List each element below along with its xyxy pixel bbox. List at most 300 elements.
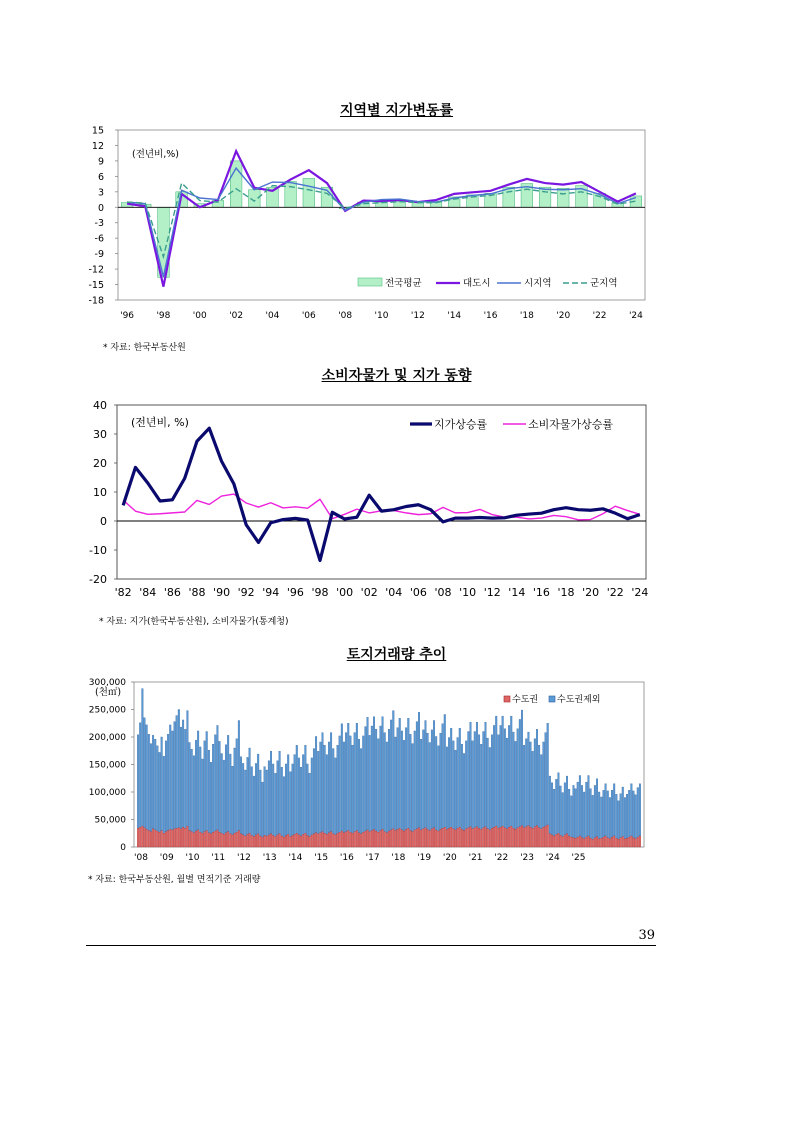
bar-non-capital <box>590 789 592 839</box>
bar-non-capital <box>519 719 521 826</box>
bar-capital <box>139 827 141 847</box>
bar-capital <box>294 834 296 847</box>
bar-capital <box>187 826 189 847</box>
bar-non-capital <box>609 798 611 839</box>
bar-capital <box>521 826 523 847</box>
bar-non-capital <box>169 725 171 830</box>
bar-non-capital <box>137 735 139 829</box>
bar-capital <box>199 832 201 847</box>
bar-capital <box>225 833 227 847</box>
bar-non-capital <box>380 726 382 831</box>
bar-capital <box>613 836 615 847</box>
bar-non-capital <box>208 750 210 833</box>
bar-capital <box>152 829 154 847</box>
x-tick-label: '16 <box>483 311 498 321</box>
bar-non-capital <box>592 795 594 839</box>
bar-non-capital <box>305 745 307 833</box>
bar-capital <box>247 834 249 847</box>
footer-rule <box>86 945 656 946</box>
bar-capital <box>240 834 242 847</box>
bar-non-capital <box>347 723 349 830</box>
bar-non-capital <box>622 787 624 837</box>
bar-non-capital <box>480 744 482 829</box>
x-tick-label: '09 <box>159 853 174 863</box>
bar-capital <box>266 836 268 847</box>
bar-non-capital <box>199 747 201 832</box>
bar-non-capital <box>577 782 579 837</box>
bar-non-capital <box>500 725 502 827</box>
x-tick-label: '16 <box>532 586 550 599</box>
bar-capital <box>637 837 639 847</box>
bar-non-capital <box>362 736 364 832</box>
bar-capital <box>176 828 178 847</box>
bar-capital <box>365 831 367 847</box>
bar-capital <box>570 837 572 847</box>
bar-non-capital <box>184 729 186 828</box>
bar-capital <box>528 826 530 847</box>
bar-capital <box>298 835 300 847</box>
bar-national-average <box>539 187 551 207</box>
x-tick-label: '04 <box>265 311 280 321</box>
bar-capital <box>444 827 446 847</box>
bar-non-capital <box>547 723 549 825</box>
x-tick-label: '96 <box>286 586 304 599</box>
bar-non-capital <box>157 746 159 831</box>
y-tick-label: 50,000 <box>94 815 126 826</box>
bar-capital <box>302 834 304 847</box>
bar-non-capital <box>182 720 184 827</box>
bar-non-capital <box>618 801 620 840</box>
bar-capital <box>536 826 538 847</box>
x-tick-label: '22 <box>606 586 624 599</box>
bar-capital <box>347 831 349 848</box>
x-tick-label: '06 <box>409 586 427 599</box>
bar-non-capital <box>227 735 229 831</box>
bar-non-capital <box>639 784 641 836</box>
bar-capital <box>577 837 579 847</box>
bar-non-capital <box>635 795 637 839</box>
bar-non-capital <box>214 735 216 831</box>
bar-non-capital <box>489 747 491 830</box>
bar-capital <box>455 830 457 847</box>
bar-capital <box>450 827 452 847</box>
bar-non-capital <box>264 767 266 836</box>
x-tick-label: '00 <box>192 311 207 321</box>
bar-non-capital <box>485 722 487 827</box>
bar-non-capital <box>405 728 407 830</box>
bar-non-capital <box>377 739 379 833</box>
bar-non-capital <box>465 741 467 829</box>
bar-capital <box>603 837 605 847</box>
bar-capital <box>279 834 281 847</box>
x-tick-label: '96 <box>120 311 135 321</box>
x-tick-label: '08 <box>434 586 452 599</box>
bar-non-capital <box>174 722 176 829</box>
bar-capital <box>502 826 504 847</box>
bar-non-capital <box>341 724 343 831</box>
bar-non-capital <box>360 749 362 834</box>
x-tick-label: '98 <box>156 311 171 321</box>
bar-capital <box>275 837 277 847</box>
bar-capital <box>635 839 637 847</box>
bar-capital <box>461 829 463 847</box>
bar-capital <box>397 829 399 847</box>
bar-non-capital <box>510 716 512 826</box>
bar-non-capital <box>633 791 635 838</box>
bar-non-capital <box>583 792 585 839</box>
bar-capital <box>350 832 352 847</box>
bar-non-capital <box>455 750 457 830</box>
y-tick-label: 20 <box>93 457 107 470</box>
bar-capital <box>320 833 322 847</box>
bar-non-capital <box>414 731 416 830</box>
bar-capital <box>598 839 600 847</box>
bar-capital <box>354 832 356 847</box>
bar-non-capital <box>418 712 420 828</box>
bar-capital <box>631 836 633 847</box>
bar-non-capital <box>167 734 169 830</box>
y-tick-label: 9 <box>97 156 104 168</box>
bar-non-capital <box>498 735 500 829</box>
bar-capital <box>459 827 461 847</box>
chart1-source-note: * 자료: 한국부동산원 <box>103 343 186 353</box>
bar-non-capital <box>513 732 515 828</box>
bar-capital <box>178 828 180 847</box>
x-tick-label: '18 <box>557 586 575 599</box>
bar-capital <box>204 832 206 847</box>
bar-non-capital <box>294 755 296 835</box>
bar-capital <box>242 835 244 847</box>
bar-non-capital <box>238 721 240 831</box>
bar-capital <box>223 834 225 847</box>
legend-label: 전국평균 <box>385 278 422 289</box>
bar-capital <box>592 839 594 847</box>
bar-non-capital <box>324 745 326 833</box>
bar-non-capital <box>365 727 367 832</box>
bar-non-capital <box>407 718 409 828</box>
bar-capital <box>474 828 476 847</box>
bar-capital <box>433 828 435 847</box>
bar-capital <box>195 831 197 847</box>
bar-capital <box>142 826 144 847</box>
bar-capital <box>335 835 337 847</box>
bar-capital <box>457 828 459 847</box>
bar-capital <box>540 829 542 847</box>
bar-capital <box>633 838 635 847</box>
bar-non-capital <box>144 718 146 828</box>
bar-non-capital <box>478 735 480 829</box>
bar-non-capital <box>292 764 294 836</box>
bar-capital <box>264 835 266 847</box>
bar-non-capital <box>335 758 337 835</box>
y-unit-label: (전년비,%) <box>132 149 179 160</box>
page-number: 39 <box>638 928 655 943</box>
bar-national-average <box>557 188 569 207</box>
bar-capital <box>212 832 214 847</box>
y-tick-label: 12 <box>91 140 104 152</box>
bar-non-capital <box>551 783 553 835</box>
bar-non-capital <box>558 773 560 834</box>
bar-non-capital <box>562 793 564 837</box>
bar-capital <box>272 835 274 847</box>
bar-capital <box>585 837 587 847</box>
bar-capital <box>442 828 444 847</box>
bar-non-capital <box>287 755 289 835</box>
bar-non-capital <box>206 732 208 831</box>
bar-non-capital <box>624 798 626 839</box>
bar-non-capital <box>187 711 189 827</box>
bar-non-capital <box>225 745 227 833</box>
bar-non-capital <box>523 745 525 828</box>
bar-non-capital <box>412 744 414 832</box>
bar-capital <box>543 827 545 847</box>
bar-capital <box>399 828 401 847</box>
y-tick-label: 0 <box>120 843 126 853</box>
bar-capital <box>262 837 264 847</box>
bar-non-capital <box>568 789 570 836</box>
bar-capital <box>573 838 575 847</box>
bar-capital <box>639 836 641 847</box>
bar-capital <box>300 836 302 847</box>
bar-capital <box>470 827 472 847</box>
y-tick-label: -9 <box>94 249 104 261</box>
bar-capital <box>219 832 221 847</box>
bar-non-capital <box>354 733 356 832</box>
bar-capital <box>440 829 442 847</box>
bar-capital <box>144 828 146 847</box>
bar-capital <box>500 827 502 847</box>
bar-non-capital <box>416 722 418 829</box>
y-tick-label: 10 <box>93 486 107 499</box>
chart3-land-transaction-volume <box>0 668 793 878</box>
y-tick-label: 100,000 <box>88 788 126 798</box>
bar-capital <box>493 827 495 847</box>
bar-capital <box>268 835 270 847</box>
bar-non-capital <box>350 736 352 832</box>
bar-capital <box>292 835 294 847</box>
bar-capital <box>375 831 377 847</box>
bar-capital <box>159 832 161 847</box>
bar-capital <box>532 828 534 847</box>
bar-capital <box>317 834 319 847</box>
bar-capital <box>352 833 354 847</box>
bar-non-capital <box>255 763 257 835</box>
bar-non-capital <box>317 751 319 834</box>
bar-non-capital <box>219 741 221 832</box>
bar-capital <box>534 827 536 847</box>
bar-non-capital <box>631 784 633 836</box>
bar-non-capital <box>420 739 422 830</box>
bar-capital <box>555 834 557 847</box>
bar-non-capital <box>275 773 277 836</box>
y-tick-label: 6 <box>97 171 104 183</box>
bar-non-capital <box>448 738 450 829</box>
y-tick-label: -15 <box>88 280 104 292</box>
bar-capital <box>388 831 390 847</box>
bar-non-capital <box>384 733 386 832</box>
bar-capital <box>208 833 210 847</box>
bar-non-capital <box>279 751 281 834</box>
bar-non-capital <box>191 749 193 832</box>
bar-non-capital <box>532 751 534 828</box>
bar-capital <box>343 833 345 847</box>
x-tick-label: '24 <box>545 853 560 863</box>
bar-capital <box>373 829 375 847</box>
bar-capital <box>206 831 208 848</box>
bar-non-capital <box>566 776 568 834</box>
bar-capital <box>234 833 236 847</box>
bar-national-average <box>285 182 297 208</box>
bar-capital <box>360 834 362 847</box>
bar-capital <box>601 838 603 847</box>
bar-non-capital <box>515 741 517 829</box>
bar-capital <box>307 835 309 847</box>
bar-non-capital <box>564 783 566 835</box>
bar-capital <box>283 837 285 847</box>
x-tick-label: '20 <box>582 586 600 599</box>
legend-label: 수도권제외 <box>557 695 601 705</box>
bar-non-capital <box>154 739 156 830</box>
bar-capital <box>626 838 628 847</box>
x-tick-label: '20 <box>442 853 457 863</box>
chart3-source-note: * 자료: 한국부동산원, 월별 면적기준 거래량 <box>88 875 261 885</box>
bar-non-capital <box>257 754 259 834</box>
bar-capital <box>579 836 581 847</box>
bar-capital <box>214 831 216 847</box>
bar-non-capital <box>573 785 575 837</box>
x-tick-label: '25 <box>571 853 586 863</box>
bar-capital <box>478 828 480 847</box>
x-tick-label: '08 <box>134 853 148 863</box>
x-tick-label: '22 <box>494 853 509 863</box>
bar-capital <box>309 837 311 847</box>
bar-non-capital <box>508 725 510 827</box>
bar-non-capital <box>403 740 405 831</box>
bar-non-capital <box>395 737 397 831</box>
bar-capital <box>560 835 562 847</box>
bar-non-capital <box>495 716 497 826</box>
x-tick-label: '20 <box>556 311 571 321</box>
y-tick-label: -10 <box>89 544 107 557</box>
bar-capital <box>290 837 292 847</box>
bar-capital <box>191 832 193 847</box>
bar-non-capital <box>268 761 270 835</box>
bar-non-capital <box>601 797 603 838</box>
bar-capital <box>367 830 369 847</box>
bar-non-capital <box>309 773 311 836</box>
x-tick-label: '02 <box>360 586 378 599</box>
bar-capital <box>326 834 328 847</box>
bar-non-capital <box>249 748 251 833</box>
bar-non-capital <box>637 788 639 838</box>
bar-capital <box>339 832 341 847</box>
bar-capital <box>232 835 234 847</box>
bar-non-capital <box>388 729 390 831</box>
bar-non-capital <box>549 776 551 834</box>
bar-non-capital <box>234 748 236 833</box>
bar-non-capital <box>555 779 557 834</box>
bar-capital <box>382 829 384 847</box>
bar-non-capital <box>232 766 234 835</box>
bar-capital <box>407 828 409 847</box>
bar-non-capital <box>332 749 334 834</box>
bar-non-capital <box>470 722 472 827</box>
bar-non-capital <box>197 731 199 830</box>
bar-capital <box>392 829 394 847</box>
x-tick-label: '12 <box>410 311 425 321</box>
bar-non-capital <box>491 735 493 829</box>
bar-capital <box>401 830 403 847</box>
bar-non-capital <box>594 785 596 837</box>
x-tick-label: '24 <box>631 586 649 599</box>
bar-non-capital <box>543 742 545 827</box>
plot-area <box>118 130 645 300</box>
bar-capital <box>193 833 195 847</box>
bar-capital <box>255 835 257 847</box>
bar-capital <box>581 838 583 847</box>
bar-non-capital <box>253 776 255 837</box>
bar-capital <box>356 831 358 848</box>
bar-non-capital <box>390 720 392 830</box>
x-tick-label: '19 <box>417 853 432 863</box>
x-tick-label: '10 <box>374 311 389 321</box>
bar-non-capital <box>302 755 304 835</box>
bar-non-capital <box>229 754 231 834</box>
bar-capital <box>305 833 307 847</box>
bar-non-capital <box>152 735 154 829</box>
bar-non-capital <box>588 776 590 837</box>
bar-capital <box>257 834 259 847</box>
x-tick-label: '18 <box>391 853 406 863</box>
bar-non-capital <box>352 745 354 833</box>
x-tick-label: '23 <box>520 853 535 863</box>
y-tick-label: -20 <box>89 573 107 586</box>
bar-capital <box>244 836 246 847</box>
bar-capital <box>315 833 317 847</box>
bar-non-capital <box>433 721 435 828</box>
bar-non-capital <box>193 756 195 833</box>
bar-capital <box>422 829 424 847</box>
bar-capital <box>330 832 332 847</box>
bar-capital <box>568 836 570 847</box>
bar-non-capital <box>262 782 264 837</box>
legend-label: 대도시 <box>463 278 491 289</box>
bar-non-capital <box>611 790 613 837</box>
x-tick-label: '98 <box>311 586 329 599</box>
bar-non-capital <box>217 725 219 830</box>
bar-capital <box>163 833 165 847</box>
bar-non-capital <box>585 782 587 837</box>
bar-non-capital <box>163 756 165 833</box>
bar-capital <box>594 838 596 847</box>
bar-capital <box>260 836 262 847</box>
bar-non-capital <box>373 717 375 830</box>
bar-non-capital <box>296 745 298 833</box>
bar-capital <box>249 833 251 847</box>
bar-capital <box>236 832 238 847</box>
bar-non-capital <box>425 721 427 828</box>
bar-capital <box>504 828 506 847</box>
x-tick-label: '17 <box>365 853 380 863</box>
plot-area <box>117 405 646 579</box>
bar-non-capital <box>139 723 141 828</box>
bar-capital <box>448 828 450 847</box>
bar-non-capital <box>603 790 605 837</box>
bar-non-capital <box>337 745 339 833</box>
bar-capital <box>182 827 184 847</box>
chart1-title: 지역별 지가변동률 <box>339 103 454 119</box>
x-tick-label: '06 <box>301 311 316 321</box>
